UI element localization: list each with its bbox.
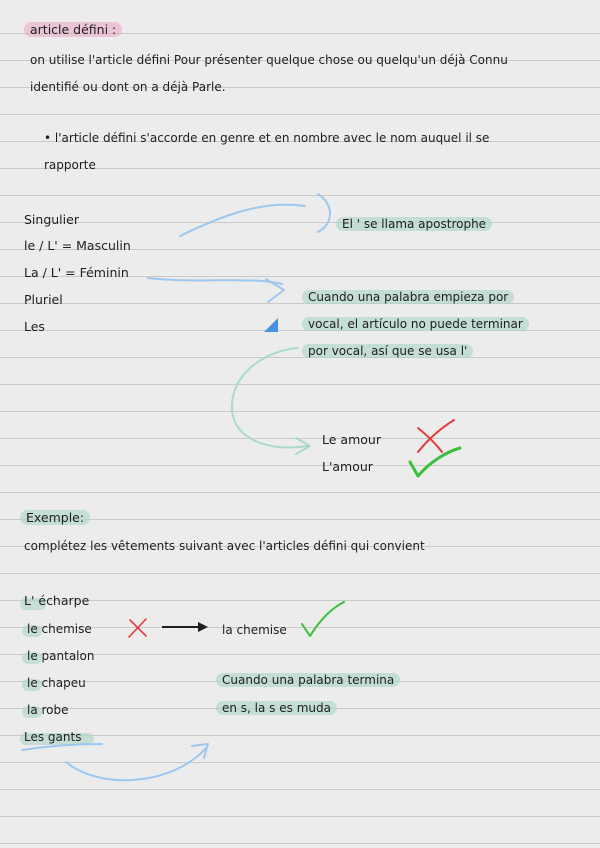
red-x-icon [418,420,454,452]
black-arrowhead-icon [198,622,208,632]
blue-arrow-vowel [148,278,282,284]
intro-line-2: identifié ou dont on a déjà Parle. [30,80,226,94]
vowel-note-line-3: por vocal, así que se usa l' [302,343,473,359]
exercise-item-chapeu: le chapeu [27,676,86,690]
list-masculin: le / L' = Masculin [24,238,131,253]
example-wrong: Le amour [322,432,381,447]
page-heading: article défini : [24,22,122,38]
green-arrowhead [296,438,310,454]
green-check-icon [410,448,460,476]
blue-bracket-apostrophe [318,194,330,232]
exemple-heading: Exemple: [20,510,90,526]
plural-note-line-2: en s, la s es muda [216,700,337,716]
bullet-line-1: • l'article défini s'accorde en genre et en nombre avec le nom auquel il se [44,131,490,145]
vowel-note-line-1: Cuando una palabra empieza por [302,289,514,305]
exercise-prompt: complétez les vêtements suivant avec l'articles défini qui convient [24,539,425,553]
list-pluriel: Pluriel [24,292,63,307]
bullet-line-2: rapporte [44,158,96,172]
vowel-note-line-2: vocal, el artículo no puede terminar [302,316,529,332]
green-check-chemise-icon [302,602,344,636]
plural-note-line-1: Cuando una palabra termina [216,672,400,688]
red-x-chemise-icon [129,619,146,637]
corner-triangle-icon [264,318,278,332]
list-feminin: La / L' = Féminin [24,265,129,280]
list-singulier: Singulier [24,212,79,227]
blue-arrowhead-vowel [266,279,284,302]
blue-arrow-apostrophe [180,205,305,236]
exercise-item-robe: la robe [27,703,69,717]
blue-swoop-arrow [66,748,206,780]
list-les: Les [24,319,45,334]
exercise-item-gants: Les gants [24,730,82,744]
exercise-item-pantalon: le pantalon [27,649,95,663]
exercise-item-chemise: le chemise [27,622,92,636]
apostrophe-note: El ' se llama apostrophe [336,216,492,232]
intro-line-1: on utilise l'article défini Pour présenter quelque chose ou quelqu'un déjà Connu [30,53,508,67]
example-right: L'amour [322,459,373,474]
correction-text: la chemise [222,623,287,637]
green-loop-arrow [232,348,308,448]
exercise-item-echarpe: L' écharpe [24,593,90,608]
blue-swoop-arrowhead [192,744,208,758]
